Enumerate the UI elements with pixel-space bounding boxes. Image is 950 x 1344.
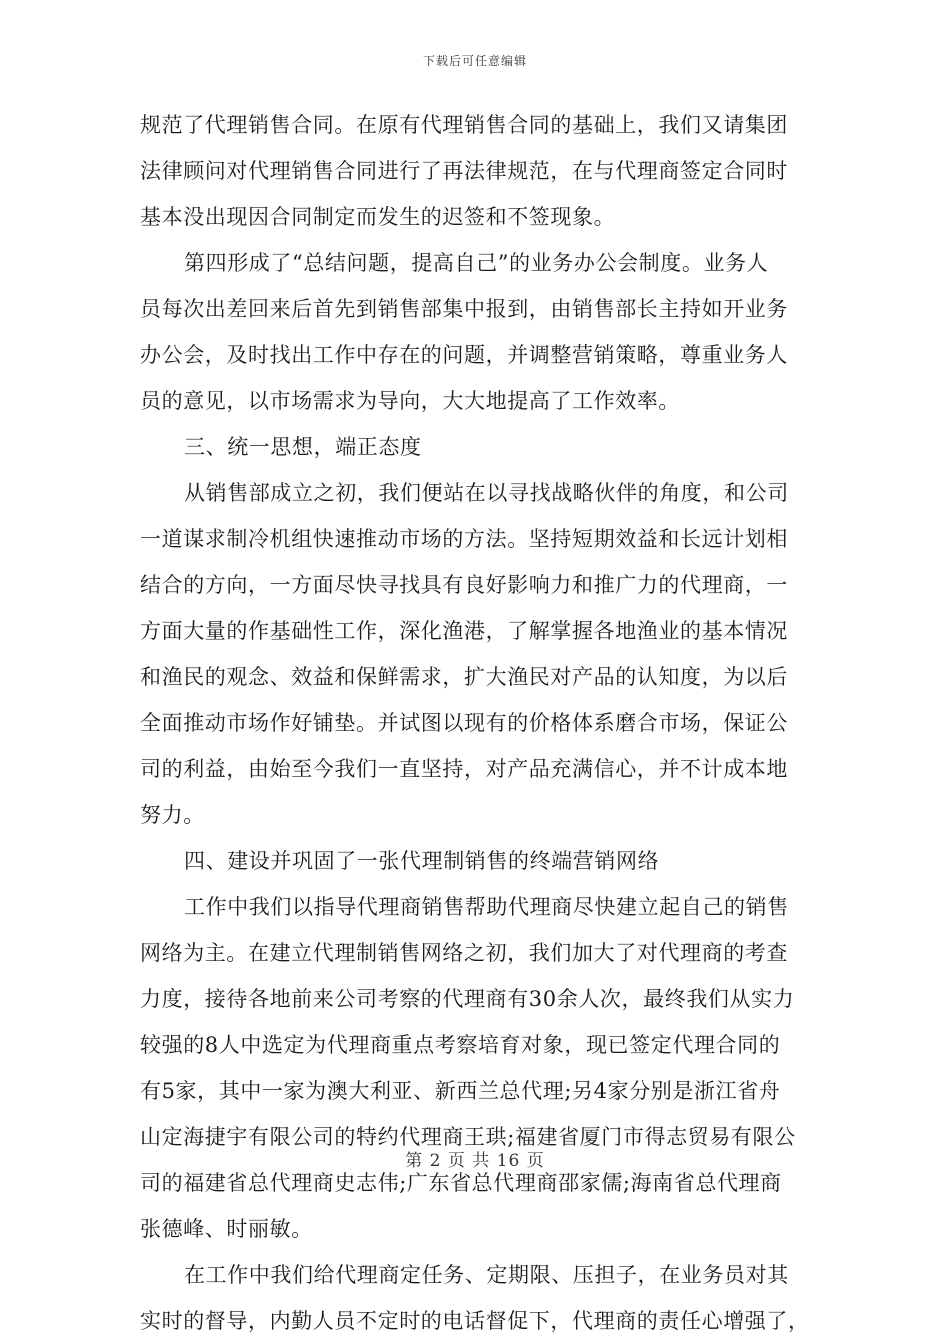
text-line: 司的利益，由始至今我们一直坚持，对产品充满信心，并不计成本地 [140, 757, 788, 781]
text-line: 张德峰、时丽敏。 [140, 1217, 313, 1241]
text-line: 方面大量的作基础性工作，深化渔港，了解掌握各地渔业的基本情况 [140, 619, 788, 643]
text-line: 网络为主。在建立代理制销售网络之初，我们加大了对代理商的考查 [140, 941, 788, 965]
text-line: 努力。 [140, 803, 205, 827]
text-line: 三、统一思想，端正态度 [184, 435, 422, 459]
text-line: 全面推动市场作好铺垫。并试图以现有的价格体系磨合市场，保证公 [140, 711, 788, 735]
text-line: 较强的8人中选定为代理商重点考察培育对象，现已签定代理合同的 [140, 1033, 781, 1057]
text-line: 办公会，及时找出工作中存在的问题，并调整营销策略，尊重业务人 [140, 343, 788, 367]
text-line: 实时的督导，内勤人员不定时的电话督促下，代理商的责任心增强了， [140, 1309, 810, 1333]
text-line: 山定海捷宇有限公司的特约代理商王珙;福建省厦门市得志贸易有限公 [140, 1125, 796, 1149]
page-header: 下载后可任意编辑 [422, 54, 527, 68]
text-line: 工作中我们以指导代理商销售帮助代理商尽快建立起自己的销售 [184, 895, 789, 919]
text-line: 员每次出差回来后首先到销售部集中报到，由销售部长主持如开业务 [140, 297, 788, 321]
text-line: 从销售部成立之初，我们便站在以寻找战略伙伴的角度，和公司 [184, 481, 789, 505]
text-line: 一道谋求制冷机组快速推动市场的方法。坚持短期效益和长远计划相 [140, 527, 788, 551]
text-line: 规范了代理销售合同。在原有代理销售合同的基础上，我们又请集团 [140, 113, 788, 137]
text-line: 力度，接待各地前来公司考察的代理商有30余人次，最终我们从实力 [140, 987, 795, 1011]
text-line: 员的意见，以市场需求为导向，大大地提高了工作效率。 [140, 389, 680, 413]
text-line: 在工作中我们给代理商定任务、定期限、压担子，在业务员对其 [184, 1263, 789, 1287]
text-line: 法律顾问对代理销售合同进行了再法律规范，在与代理商签定合同时 [140, 159, 788, 183]
text-line: 司的福建省总代理商史志伟;广东省总代理商邵家儒;海南省总代理商 [140, 1171, 782, 1195]
text-line: 和渔民的观念、效益和保鲜需求，扩大渔民对产品的认知度，为以后 [140, 665, 788, 689]
text-line: 结合的方向，一方面尽快寻找具有良好影响力和推广力的代理商，一 [140, 573, 788, 597]
text-line: 基本没出现因合同制定而发生的迟签和不签现象。 [140, 205, 616, 229]
text-line: 有5家，其中一家为澳大利亚、新西兰总代理;另4家分别是浙江省舟 [140, 1079, 781, 1103]
text-line: 第四形成了“总结问题，提高自己”的业务办公会制度。业务人 [184, 251, 769, 275]
page-footer: 第 2 页 共 16 页 [405, 1151, 545, 1171]
text-line: 四、建设并巩固了一张代理制销售的终端营销网络 [184, 849, 660, 873]
